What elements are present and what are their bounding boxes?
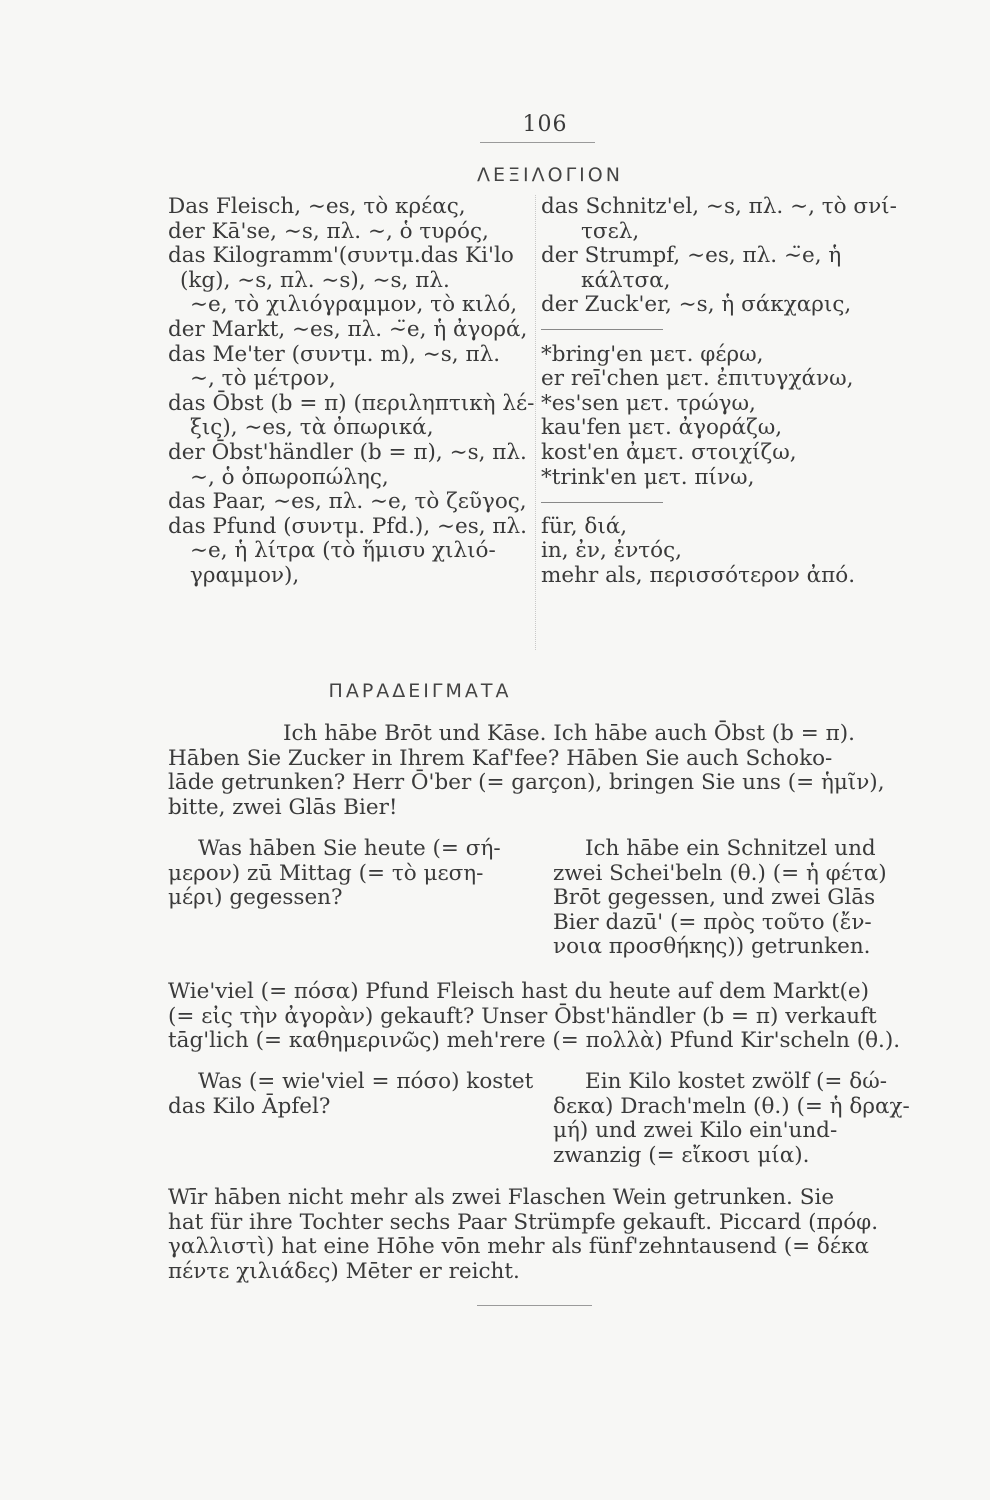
text-line: Brōt gegessen, und zwei Glās: [553, 885, 876, 911]
lexicon-line: das Me'ter (συντμ. m), ∼s, πλ.: [168, 341, 501, 367]
text-line: zwanzig (= εἴκοσι μία).: [553, 1142, 810, 1168]
lexicon-line: (kg), ∼s, πλ. ∼s), ∼s, πλ.: [180, 267, 450, 293]
section-separator: [541, 490, 921, 515]
lexicon-line: das Kilogramm'(συντμ.das Ki'lo: [168, 243, 514, 269]
text-line: νοια προσθήκης)) getrunken.: [553, 934, 871, 960]
lexicon-line: das Pfund (συντμ. Pfd.), ∼es, πλ.: [168, 513, 528, 539]
lexicon-line: in, ἐν, ἐντός,: [541, 538, 682, 564]
text-line: das Kilo Āpfel?: [168, 1093, 331, 1119]
lexicon-line: für, διά,: [541, 513, 628, 539]
answer-2: [553, 1070, 923, 1168]
text-line: Wīr hāben nicht mehr als zwei Flaschen Wein getrunken. Sie: [168, 1185, 835, 1210]
lexicon-line: das Paar, ∼es, πλ. ∼e, τὸ ζεῦγος,: [168, 489, 527, 515]
text-line: Was (= wie'viel = πόσο) kostet: [198, 1069, 534, 1094]
lexicon-line: der Kā'se, ∼s, πλ. ∼, ὁ τυρός,: [168, 218, 489, 244]
text-line: Ich hābe Brōt und Kāse. Ich hābe auch Ōbst (b = π).: [283, 721, 855, 746]
text-line: tāg'lich (= καθημερινῶς) meh'rere (= πολλὰ) Pfund Kir'scheln (θ.).: [168, 1028, 901, 1054]
lexicon-left-column: [168, 194, 535, 589]
lexicon-line: ∼, τὸ μέτρον,: [190, 366, 336, 392]
example-paragraph-3: [168, 1186, 922, 1284]
lexicon-line: *es'sen μετ. τρώγω,: [541, 390, 756, 416]
text-line: lāde getrunken? Herr Ō'ber (= garçon), bringen Sie uns (= ἡμῖν),: [168, 770, 885, 796]
lexicon-line: ∼e, τὸ χιλιόγραμμον, τὸ κιλό,: [190, 292, 518, 318]
lexicon-line: das Ōbst (b = π) (περιληπτικὴ λέ-: [168, 390, 535, 416]
text-line: μή) und zwei Kilo ein'und-: [553, 1118, 838, 1144]
question-2: [168, 1070, 538, 1119]
text-line: Ein Kilo kostet zwölf (= δώ-: [585, 1069, 888, 1094]
top-divider: [480, 142, 595, 143]
text-line: Was hāben Sie heute (= σή-: [198, 836, 501, 861]
text-line: hat für ihre Tochter sechs Paar Strümpfe gekauft. Piccard (πρόφ.: [168, 1209, 879, 1235]
lexicon-line: γραμμον),: [190, 562, 300, 588]
text-line: (= εἰς τὴν ἀγορὰν) gekauft? Unser Ōbst'händler (b = π) verkauft: [168, 1003, 877, 1029]
text-line: μέρι) gegessen?: [168, 885, 343, 911]
lexicon-line: der Markt, ∼es, πλ. ∼̈e, ἡ ἀγορά,: [168, 316, 528, 342]
bottom-divider: [477, 1305, 592, 1306]
lexicon-line: kau'fen μετ. ἀγοράζω,: [541, 415, 783, 441]
lexicon-line: κάλτσα,: [581, 267, 671, 293]
page-number: 106: [522, 112, 568, 137]
lexicon-line: ∼e, ἡ λίτρα (τὸ ἥμισυ χιλιό-: [190, 538, 496, 564]
question-1: [168, 837, 538, 911]
lexicon-line: der Strumpf, ∼es, πλ. ∼̈e, ἡ: [541, 243, 842, 269]
lexicon-line: ξις), ∼es, τὰ ὀπωρικά,: [190, 415, 434, 441]
text-line: Bier dazū' (= πρὸς τοῦτο (ἔν-: [553, 909, 872, 935]
lexicon-line: der Zuck'er, ∼s, ἡ σάκχαρις,: [541, 292, 852, 318]
answer-1: [553, 837, 923, 960]
lexicon-line: der Ōbst'händler (b = π), ∼s, πλ.: [168, 439, 527, 465]
lexicon-line: *trink'en μετ. πίνω,: [541, 464, 755, 490]
text-line: Ich hābe ein Schnitzel und: [585, 836, 876, 861]
text-line: γαλλιστὶ) hat eine Hōhe vōn mehr als fünf'zehntausend (= δέκα: [168, 1234, 869, 1260]
lexicon-line: das Schnitz'el, ∼s, πλ. ∼, τὸ σνί-: [541, 194, 897, 219]
column-divider: [535, 195, 536, 650]
text-line: μερον) zū Mittag (= τὸ μεση-: [168, 860, 484, 886]
text-line: δεκα) Drach'meln (θ.) (= ἡ δραχ-: [553, 1093, 910, 1119]
examples-heading: ΠΑΡΑΔΕΙΓΜΑΤΑ: [328, 680, 512, 702]
text-line: Wie'viel (= πόσα) Pfund Fleisch hast du heute auf dem Markt(e): [168, 979, 869, 1004]
lexicon-right-column: [541, 195, 921, 589]
text-line: zwei Schei'beln (θ.) (= ἡ φέτα): [553, 860, 887, 886]
lexicon-line: *bring'en μετ. φέρω,: [541, 341, 764, 367]
lexicon-line: mehr als, περισσότερον ἀπό.: [541, 562, 856, 588]
text-line: Hāben Sie Zucker in Ihrem Kaf'fee? Hāben Sie auch Schoko-: [168, 745, 833, 771]
lexicon-line: ∼, ὁ ὀπωροπώλης,: [190, 464, 389, 490]
lexicon-line: er reī'chen μετ. ἐπιτυγχάνω,: [541, 366, 854, 392]
lexicon-line: Das Fleisch, ∼es, τὸ κρέας,: [168, 194, 466, 219]
text-line: bitte, zwei Glās Bier!: [168, 794, 398, 820]
lexicon-heading: ΛΕΞΙΛΟΓΙΟΝ: [477, 164, 623, 186]
example-paragraph-2: [168, 980, 922, 1054]
text-line: πέντε χιλιάδες) Mēter er reicht.: [168, 1258, 520, 1284]
section-separator: [541, 318, 921, 343]
lexicon-line: τσελ,: [581, 218, 640, 244]
example-paragraph-1: [168, 722, 922, 820]
lexicon-line: kost'en ἀμετ. στοιχίζω,: [541, 439, 797, 465]
